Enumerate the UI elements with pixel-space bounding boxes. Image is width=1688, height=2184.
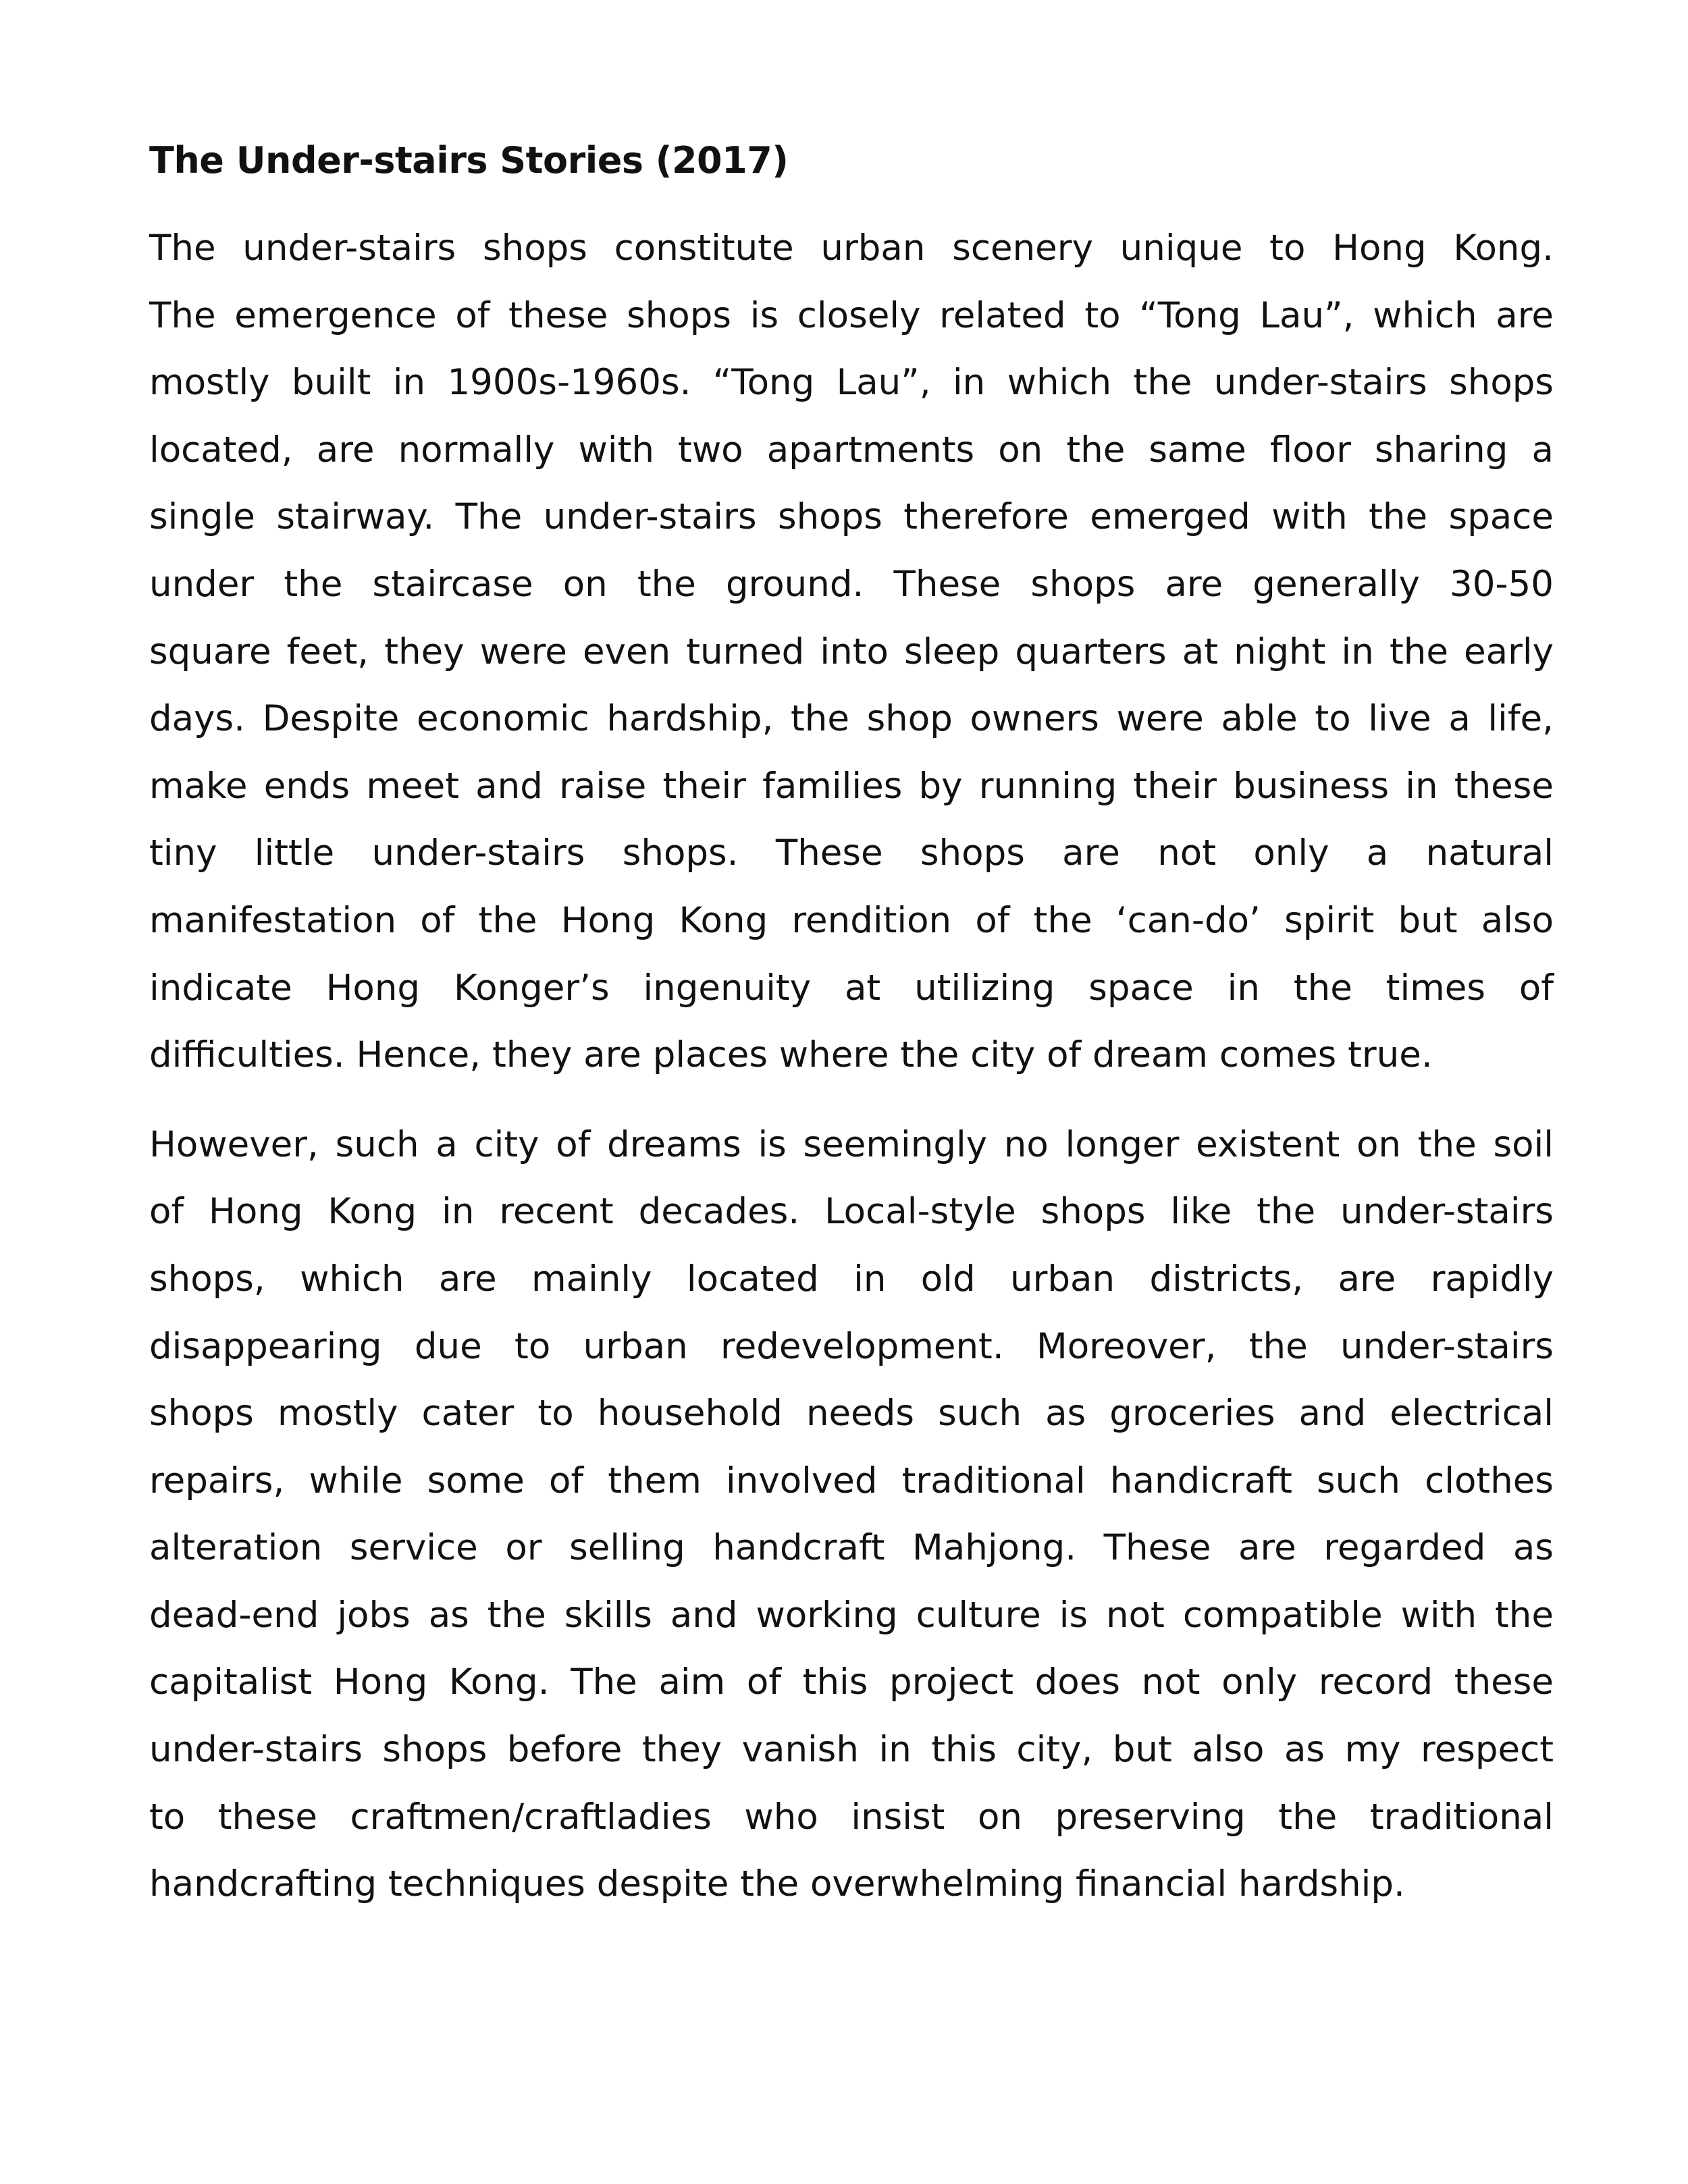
text-line: under-stairs shops before they vanish in this city, but also as my respect (149, 1729, 1554, 1771)
text-line: indicate Hong Konger’s ingenuity at utilizing space in the times of (149, 967, 1554, 1009)
document-body (149, 215, 1554, 1940)
text-line: to these craftmen/craftladies who insist on preserving the traditional (149, 1796, 1554, 1838)
text-line: tiny little under-stairs shops. These shops are not only a natural (149, 832, 1554, 874)
text-line: shops, which are mainly located in old urban districts, are rapidly (149, 1258, 1554, 1300)
text-line: handcrafting techniques despite the overwhelming financial hardship. (149, 1863, 1405, 1905)
text-line: dead-end jobs as the skills and working culture is not compatible with the (149, 1594, 1554, 1636)
document-title: The Under-stairs Stories (2017) (149, 139, 789, 182)
text-line: repairs, while some of them involved traditional handicraft such clothes (149, 1460, 1554, 1501)
paragraph (149, 215, 1554, 1089)
text-line: shops mostly cater to household needs such as groceries and electrical (149, 1393, 1554, 1435)
text-line: mostly built in 1900s-1960s. “Tong Lau”, in which the under-stairs shops (149, 362, 1554, 404)
text-line: The under-stairs shops constitute urban scenery unique to Hong Kong. (149, 228, 1554, 269)
text-line: manifestation of the Hong Kong rendition of the ‘can-do’ spirit but also (149, 899, 1554, 941)
text-line: single stairway. The under-stairs shops therefore emerged with the space (149, 496, 1554, 538)
text-line: make ends meet and raise their families by running their business in these (149, 765, 1554, 807)
text-line: difficulties. Hence, they are places where the city of dream comes true. (149, 1034, 1433, 1076)
text-line: of Hong Kong in recent decades. Local-style shops like the under-stairs (149, 1191, 1554, 1233)
text-line: capitalist Hong Kong. The aim of this project does not only record these (149, 1661, 1554, 1703)
text-line: days. Despite economic hardship, the shop owners were able to live a life, (149, 698, 1554, 740)
text-line: disappearing due to urban redevelopment. Moreover, the under-stairs (149, 1325, 1554, 1367)
text-line: alteration service or selling handcraft Mahjong. These are regarded as (149, 1527, 1554, 1569)
paragraph (149, 1111, 1554, 1918)
text-line: under the staircase on the ground. These shops are generally 30-50 (149, 563, 1554, 605)
text-line: The emergence of these shops is closely related to “Tong Lau”, which are (149, 294, 1554, 336)
text-line: square feet, they were even turned into sleep quarters at night in the early (149, 631, 1554, 672)
text-line: However, such a city of dreams is seemingly no longer existent on the soil (149, 1123, 1554, 1165)
text-line: located, are normally with two apartments on the same floor sharing a (149, 429, 1554, 471)
